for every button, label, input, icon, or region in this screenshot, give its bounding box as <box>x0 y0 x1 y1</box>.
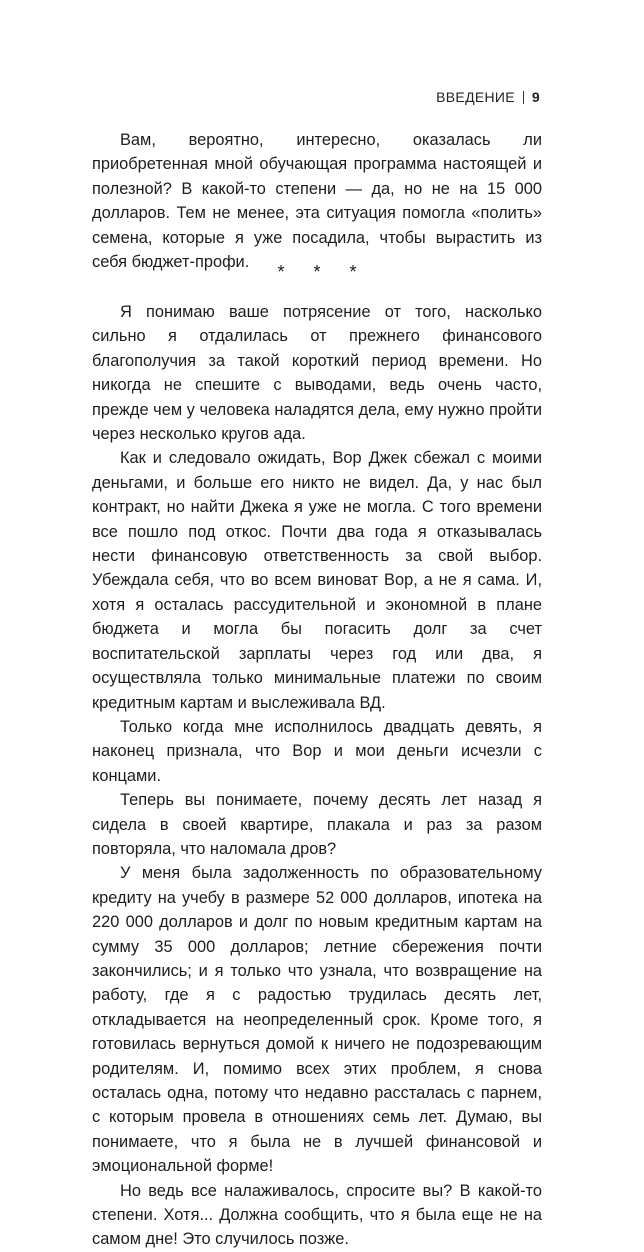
page-number: 9 <box>531 89 540 105</box>
section-separator: * * * <box>277 262 369 282</box>
header-divider <box>523 91 524 104</box>
intro-text <box>92 128 542 274</box>
paragraph: Но ведь все налаживалось, спросите вы? В какой-то степени. Хотя... Должна сообщить, что я была еще не на самом дне! Это случилось позже. <box>92 1181 542 1249</box>
paragraph: У меня была задолженность по образовательному кредиту на учебу в размере 52 000 долларов, ипотека на 220 000 долларов и долг по новым кредитным картам на сумму 35 000 долларов; летние сбережения почти закончились; и я только что узнала, что возвращение на работу, где я с радостью трудилась десять лет, откладывается на неопределенный срок. Кроме того, я готовилась вернуться домой к ничего не подозревающим родителям. И, помимо всех этих проблем, я снова осталась одна, потому что недавно рассталась с парнем, с которым провела в отношениях семь лет. Думаю, вы понимаете, что я была не в лучшей финансовой и эмоциональной форме! <box>92 864 542 1176</box>
paragraph: Вам, вероятно, интересно, оказалась ли приобретенная мной обучающая программа настоящей и полезной? В какой-то степени — да, но не на 15 000 долларов. Тем не менее, эта ситуация помогла «полить» семена, которые я уже посадила, чтобы вырастить из себя бюджет-профи. <box>92 131 542 272</box>
paragraph: Я понимаю ваше потрясение от того, насколько сильно я отдалилась от прежнего финансового благополучия за такой короткий период времени. Но никогда не спешите с выводами, ведь очень часто, прежде чем у человека наладятся дела, ему нужно пройти через несколько кругов ада. <box>92 303 542 444</box>
paragraph: Как и следовало ожидать, Вор Джек сбежал с моими деньгами, и больше его никто не видел. Да, у нас был контракт, но найти Джека я уже не могла. С того времени все пошло под откос. Почти два года я отказывалась нести финансовую ответственность за свой выбор. Убеждала себя, что во всем виноват Вор, а не я сама. И, хотя я осталась рассудительной и экономной в плане бюджета и могла бы погасить долг за счет воспитательской зарплаты через год или два, я осуществляла только минимальные платежи по своим кредитным картам и выслеживала ВД. <box>92 449 542 712</box>
paragraph: Только когда мне исполнилось двадцать девять, я наконец признала, что Вор и мои деньги исчезли с концами. <box>92 717 542 785</box>
paragraph: Теперь вы понимаете, почему десять лет назад я сидела в своей квартире, плакала и раз за разом повторяла, что наломала дров? <box>92 791 542 858</box>
running-header <box>436 88 540 106</box>
section-title: ВВЕДЕНИЕ <box>436 89 515 105</box>
main-text <box>92 300 542 1252</box>
